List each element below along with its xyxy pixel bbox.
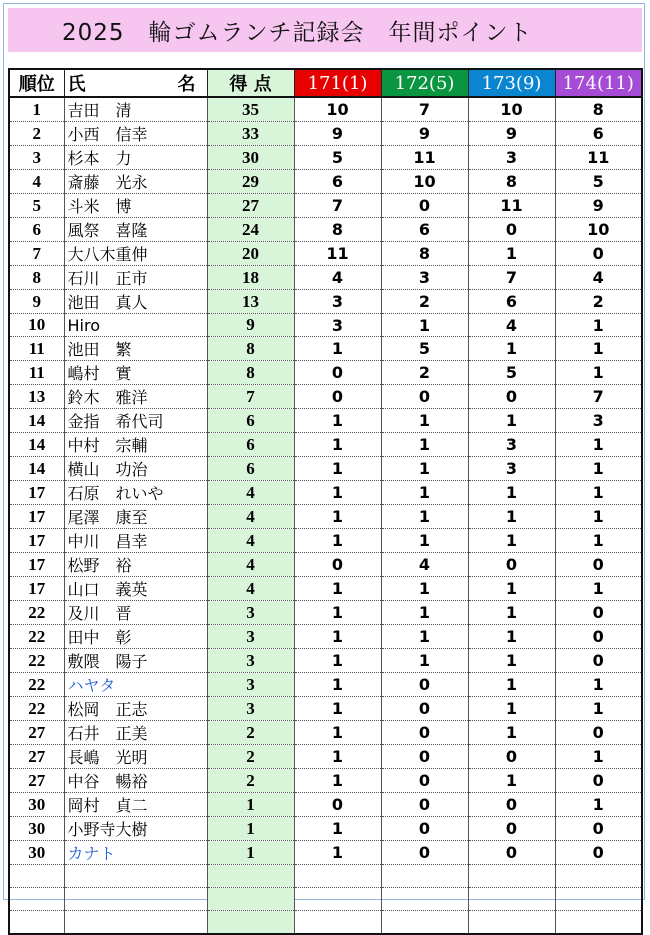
table-row bbox=[9, 577, 642, 601]
event-score-cell: 1 bbox=[381, 625, 468, 649]
event-score-cell: 6 bbox=[294, 170, 381, 194]
event-score-cell: 1 bbox=[555, 529, 642, 553]
event-score-cell: 0 bbox=[555, 721, 642, 745]
points-cell: 27 bbox=[207, 194, 294, 218]
event-score-cell: 1 bbox=[555, 673, 642, 697]
table-row bbox=[9, 529, 642, 553]
name-cell: 大八木重伸 bbox=[64, 242, 207, 266]
event-score-cell: 1 bbox=[294, 577, 381, 601]
event-score-cell: 1 bbox=[468, 697, 555, 721]
event-score-cell: 0 bbox=[468, 745, 555, 769]
name-cell: 岡村 貞二 bbox=[64, 793, 207, 817]
rank-cell: 7 bbox=[9, 242, 64, 266]
table-row bbox=[9, 361, 642, 385]
event-score-cell: 0 bbox=[381, 793, 468, 817]
event-score-cell: 1 bbox=[381, 529, 468, 553]
event-score-cell: 1 bbox=[555, 314, 642, 337]
event-score-cell: 1 bbox=[294, 769, 381, 793]
table-row bbox=[9, 242, 642, 266]
event-score-cell: 1 bbox=[381, 601, 468, 625]
table-row bbox=[9, 146, 642, 170]
event-score-cell: 1 bbox=[555, 577, 642, 601]
table-row bbox=[9, 385, 642, 409]
points-cell: 18 bbox=[207, 266, 294, 290]
points-cell: 7 bbox=[207, 385, 294, 409]
points-cell: 4 bbox=[207, 529, 294, 553]
event-score-cell bbox=[555, 911, 642, 934]
event-score-cell: 1 bbox=[468, 481, 555, 505]
header-event-174: 174(11) bbox=[555, 69, 642, 97]
event-score-cell: 6 bbox=[555, 122, 642, 146]
event-score-cell: 1 bbox=[468, 505, 555, 529]
points-cell: 6 bbox=[207, 457, 294, 481]
event-score-cell: 1 bbox=[555, 337, 642, 361]
name-cell: 中谷 暢裕 bbox=[64, 769, 207, 793]
event-score-cell: 1 bbox=[381, 409, 468, 433]
table-row bbox=[9, 865, 642, 888]
points-cell: 8 bbox=[207, 361, 294, 385]
name-cell: カナト bbox=[64, 841, 207, 865]
header-rank: 順位 bbox=[9, 69, 64, 97]
points-cell: 8 bbox=[207, 337, 294, 361]
event-score-cell: 9 bbox=[294, 122, 381, 146]
event-score-cell: 6 bbox=[381, 218, 468, 242]
event-score-cell: 0 bbox=[381, 769, 468, 793]
name-cell bbox=[64, 911, 207, 934]
points-cell: 29 bbox=[207, 170, 294, 194]
points-cell bbox=[207, 865, 294, 888]
points-cell: 9 bbox=[207, 314, 294, 337]
event-score-cell: 7 bbox=[294, 194, 381, 218]
event-score-cell: 1 bbox=[555, 505, 642, 529]
points-cell: 2 bbox=[207, 745, 294, 769]
event-score-cell: 1 bbox=[381, 481, 468, 505]
event-score-cell: 3 bbox=[468, 433, 555, 457]
event-score-cell: 3 bbox=[555, 409, 642, 433]
event-score-cell: 1 bbox=[468, 649, 555, 673]
name-cell: 小野寺大樹 bbox=[64, 817, 207, 841]
event-score-cell: 0 bbox=[381, 194, 468, 218]
rank-cell: 17 bbox=[9, 529, 64, 553]
rank-cell: 17 bbox=[9, 481, 64, 505]
points-cell: 2 bbox=[207, 721, 294, 745]
points-cell: 35 bbox=[207, 97, 294, 122]
name-cell: 松岡 正志 bbox=[64, 697, 207, 721]
points-cell: 1 bbox=[207, 793, 294, 817]
table-row bbox=[9, 194, 642, 218]
event-score-cell: 1 bbox=[468, 769, 555, 793]
event-score-cell: 0 bbox=[294, 793, 381, 817]
event-score-cell: 1 bbox=[555, 793, 642, 817]
name-cell: 尾澤 康至 bbox=[64, 505, 207, 529]
event-score-cell: 1 bbox=[555, 745, 642, 769]
name-cell: 小西 信幸 bbox=[64, 122, 207, 146]
table-row bbox=[9, 817, 642, 841]
name-cell: 斎藤 光永 bbox=[64, 170, 207, 194]
event-score-cell: 3 bbox=[381, 266, 468, 290]
table-row bbox=[9, 841, 642, 865]
points-cell: 1 bbox=[207, 841, 294, 865]
table-row bbox=[9, 170, 642, 194]
event-score-cell: 0 bbox=[468, 841, 555, 865]
name-cell: 鈴木 雅洋 bbox=[64, 385, 207, 409]
event-score-cell: 1 bbox=[468, 409, 555, 433]
event-score-cell: 1 bbox=[294, 649, 381, 673]
event-score-cell: 8 bbox=[381, 242, 468, 266]
event-score-cell: 1 bbox=[468, 577, 555, 601]
points-cell: 1 bbox=[207, 817, 294, 841]
table-row bbox=[9, 649, 642, 673]
name-cell: 杉本 力 bbox=[64, 146, 207, 170]
header-name bbox=[64, 69, 207, 97]
table-row bbox=[9, 266, 642, 290]
table-row bbox=[9, 888, 642, 911]
rank-cell: 8 bbox=[9, 266, 64, 290]
event-score-cell: 5 bbox=[468, 361, 555, 385]
event-score-cell: 1 bbox=[294, 745, 381, 769]
event-score-cell: 5 bbox=[381, 337, 468, 361]
name-cell: 吉田 清 bbox=[64, 97, 207, 122]
event-score-cell: 3 bbox=[294, 290, 381, 314]
rank-cell: 30 bbox=[9, 817, 64, 841]
event-score-cell: 0 bbox=[381, 841, 468, 865]
event-score-cell: 1 bbox=[294, 841, 381, 865]
header-row bbox=[9, 69, 642, 97]
event-score-cell: 1 bbox=[294, 433, 381, 457]
rank-cell: 22 bbox=[9, 673, 64, 697]
event-score-cell: 7 bbox=[381, 97, 468, 122]
rank-cell: 30 bbox=[9, 793, 64, 817]
table-row bbox=[9, 337, 642, 361]
event-score-cell: 9 bbox=[555, 194, 642, 218]
table-body bbox=[9, 97, 642, 934]
event-score-cell: 3 bbox=[468, 457, 555, 481]
rank-cell: 10 bbox=[9, 314, 64, 337]
points-cell bbox=[207, 911, 294, 934]
points-cell: 6 bbox=[207, 433, 294, 457]
table-row bbox=[9, 505, 642, 529]
rank-cell: 22 bbox=[9, 649, 64, 673]
table-row bbox=[9, 553, 642, 577]
event-score-cell: 10 bbox=[381, 170, 468, 194]
event-score-cell: 0 bbox=[555, 601, 642, 625]
event-score-cell: 1 bbox=[294, 409, 381, 433]
table-row bbox=[9, 97, 642, 122]
header-event-173: 173(9) bbox=[468, 69, 555, 97]
event-score-cell: 1 bbox=[468, 242, 555, 266]
name-cell: Hiro bbox=[64, 314, 207, 337]
event-score-cell: 8 bbox=[555, 97, 642, 122]
event-score-cell: 0 bbox=[468, 553, 555, 577]
event-score-cell: 1 bbox=[381, 649, 468, 673]
rank-cell: 22 bbox=[9, 697, 64, 721]
event-score-cell: 0 bbox=[555, 817, 642, 841]
event-score-cell: 1 bbox=[381, 577, 468, 601]
name-cell: 山口 義英 bbox=[64, 577, 207, 601]
name-cell: 横山 功治 bbox=[64, 457, 207, 481]
name-cell: 松野 裕 bbox=[64, 553, 207, 577]
table-row bbox=[9, 721, 642, 745]
rank-cell: 22 bbox=[9, 601, 64, 625]
rank-cell: 14 bbox=[9, 409, 64, 433]
event-score-cell: 1 bbox=[555, 457, 642, 481]
points-cell: 2 bbox=[207, 769, 294, 793]
rank-cell: 14 bbox=[9, 433, 64, 457]
rank-cell: 17 bbox=[9, 577, 64, 601]
event-score-cell: 1 bbox=[294, 481, 381, 505]
event-score-cell: 0 bbox=[468, 385, 555, 409]
event-score-cell: 1 bbox=[468, 625, 555, 649]
name-cell: 中村 宗輔 bbox=[64, 433, 207, 457]
event-score-cell bbox=[294, 865, 381, 888]
event-score-cell bbox=[468, 911, 555, 934]
rank-cell: 22 bbox=[9, 625, 64, 649]
event-score-cell bbox=[555, 865, 642, 888]
rank-cell: 3 bbox=[9, 146, 64, 170]
event-score-cell: 10 bbox=[468, 97, 555, 122]
event-score-cell: 1 bbox=[555, 361, 642, 385]
event-score-cell: 0 bbox=[468, 793, 555, 817]
event-score-cell: 7 bbox=[555, 385, 642, 409]
event-score-cell bbox=[381, 911, 468, 934]
event-score-cell: 0 bbox=[381, 385, 468, 409]
name-cell: 池田 真人 bbox=[64, 290, 207, 314]
event-score-cell: 1 bbox=[381, 314, 468, 337]
event-score-cell: 5 bbox=[555, 170, 642, 194]
points-cell: 3 bbox=[207, 625, 294, 649]
event-score-cell: 6 bbox=[468, 290, 555, 314]
event-score-cell: 2 bbox=[381, 290, 468, 314]
event-score-cell: 1 bbox=[468, 673, 555, 697]
name-cell: 中川 昌幸 bbox=[64, 529, 207, 553]
rank-cell: 11 bbox=[9, 337, 64, 361]
event-score-cell: 4 bbox=[381, 553, 468, 577]
name-cell bbox=[64, 888, 207, 911]
event-score-cell: 0 bbox=[381, 697, 468, 721]
event-score-cell: 1 bbox=[294, 721, 381, 745]
event-score-cell: 9 bbox=[381, 122, 468, 146]
name-cell: 田中 彰 bbox=[64, 625, 207, 649]
event-score-cell: 0 bbox=[381, 673, 468, 697]
points-cell: 4 bbox=[207, 553, 294, 577]
header-name-family: 氏 bbox=[67, 74, 86, 95]
rank-cell: 5 bbox=[9, 194, 64, 218]
name-cell: 池田 繁 bbox=[64, 337, 207, 361]
event-score-cell: 1 bbox=[294, 529, 381, 553]
points-cell: 33 bbox=[207, 122, 294, 146]
points-cell: 20 bbox=[207, 242, 294, 266]
event-score-cell: 1 bbox=[555, 481, 642, 505]
points-table bbox=[8, 68, 643, 935]
event-score-cell bbox=[555, 888, 642, 911]
event-score-cell: 4 bbox=[468, 314, 555, 337]
page-title: 2025 輪ゴムランチ記録会 年間ポイント bbox=[62, 19, 533, 46]
points-cell: 3 bbox=[207, 601, 294, 625]
event-score-cell: 1 bbox=[294, 697, 381, 721]
event-score-cell: 4 bbox=[294, 266, 381, 290]
table-row bbox=[9, 911, 642, 934]
event-score-cell bbox=[468, 865, 555, 888]
name-cell: 石原 れいや bbox=[64, 481, 207, 505]
name-cell: 敷隈 陽子 bbox=[64, 649, 207, 673]
event-score-cell: 0 bbox=[468, 218, 555, 242]
name-cell bbox=[64, 865, 207, 888]
event-score-cell bbox=[381, 888, 468, 911]
rank-cell: 27 bbox=[9, 769, 64, 793]
event-score-cell: 0 bbox=[555, 841, 642, 865]
event-score-cell: 0 bbox=[294, 553, 381, 577]
table-row bbox=[9, 122, 642, 146]
title-banner bbox=[8, 8, 642, 52]
rank-cell: 4 bbox=[9, 170, 64, 194]
event-score-cell: 0 bbox=[381, 745, 468, 769]
table-row bbox=[9, 793, 642, 817]
event-score-cell: 8 bbox=[294, 218, 381, 242]
event-score-cell: 0 bbox=[555, 553, 642, 577]
points-cell: 3 bbox=[207, 649, 294, 673]
name-cell: ハヤタ bbox=[64, 673, 207, 697]
name-cell: 斗米 博 bbox=[64, 194, 207, 218]
event-score-cell: 1 bbox=[294, 337, 381, 361]
event-score-cell: 10 bbox=[555, 218, 642, 242]
event-score-cell: 4 bbox=[555, 266, 642, 290]
event-score-cell: 1 bbox=[294, 625, 381, 649]
rank-cell bbox=[9, 911, 64, 934]
name-cell: 及川 晋 bbox=[64, 601, 207, 625]
event-score-cell: 1 bbox=[381, 433, 468, 457]
event-score-cell: 3 bbox=[468, 146, 555, 170]
event-score-cell: 1 bbox=[381, 505, 468, 529]
rank-cell: 14 bbox=[9, 457, 64, 481]
points-cell: 13 bbox=[207, 290, 294, 314]
rank-cell: 11 bbox=[9, 361, 64, 385]
event-score-cell: 0 bbox=[381, 817, 468, 841]
points-cell: 3 bbox=[207, 673, 294, 697]
name-cell: 長嶋 光明 bbox=[64, 745, 207, 769]
rank-cell: 17 bbox=[9, 505, 64, 529]
event-score-cell: 3 bbox=[294, 314, 381, 337]
event-score-cell: 1 bbox=[468, 529, 555, 553]
rank-cell: 17 bbox=[9, 553, 64, 577]
event-score-cell: 1 bbox=[468, 721, 555, 745]
event-score-cell: 0 bbox=[555, 242, 642, 266]
event-score-cell: 2 bbox=[381, 361, 468, 385]
rank-cell bbox=[9, 865, 64, 888]
event-score-cell: 0 bbox=[381, 721, 468, 745]
table-row bbox=[9, 745, 642, 769]
points-cell bbox=[207, 888, 294, 911]
event-score-cell: 0 bbox=[294, 361, 381, 385]
table-row bbox=[9, 769, 642, 793]
rank-cell: 6 bbox=[9, 218, 64, 242]
points-cell: 4 bbox=[207, 481, 294, 505]
rank-cell: 9 bbox=[9, 290, 64, 314]
table-row bbox=[9, 314, 642, 337]
event-score-cell: 1 bbox=[468, 601, 555, 625]
rank-cell bbox=[9, 888, 64, 911]
event-score-cell: 11 bbox=[555, 146, 642, 170]
event-score-cell bbox=[294, 888, 381, 911]
table-row bbox=[9, 673, 642, 697]
points-cell: 4 bbox=[207, 505, 294, 529]
table-row bbox=[9, 290, 642, 314]
event-score-cell: 11 bbox=[468, 194, 555, 218]
table-row bbox=[9, 433, 642, 457]
table-row bbox=[9, 409, 642, 433]
header-event-171: 171(1) bbox=[294, 69, 381, 97]
event-score-cell: 11 bbox=[381, 146, 468, 170]
event-score-cell: 1 bbox=[555, 697, 642, 721]
rank-cell: 30 bbox=[9, 841, 64, 865]
event-score-cell: 0 bbox=[555, 649, 642, 673]
points-cell: 6 bbox=[207, 409, 294, 433]
event-score-cell bbox=[294, 911, 381, 934]
event-score-cell: 1 bbox=[294, 505, 381, 529]
table-row bbox=[9, 457, 642, 481]
header-event-172: 172(5) bbox=[381, 69, 468, 97]
table-row bbox=[9, 697, 642, 721]
table-row bbox=[9, 625, 642, 649]
header-points: 得 点 bbox=[207, 69, 294, 97]
name-cell: 風祭 喜隆 bbox=[64, 218, 207, 242]
event-score-cell: 7 bbox=[468, 266, 555, 290]
rank-cell: 13 bbox=[9, 385, 64, 409]
event-score-cell: 11 bbox=[294, 242, 381, 266]
event-score-cell: 0 bbox=[468, 817, 555, 841]
event-score-cell: 8 bbox=[468, 170, 555, 194]
table-row bbox=[9, 601, 642, 625]
event-score-cell: 1 bbox=[294, 817, 381, 841]
name-cell: 嶋村 實 bbox=[64, 361, 207, 385]
rank-cell: 27 bbox=[9, 745, 64, 769]
rank-cell: 2 bbox=[9, 122, 64, 146]
event-score-cell: 0 bbox=[555, 625, 642, 649]
table-row bbox=[9, 218, 642, 242]
event-score-cell: 1 bbox=[294, 457, 381, 481]
name-cell: 金指 希代司 bbox=[64, 409, 207, 433]
points-cell: 4 bbox=[207, 577, 294, 601]
table-row bbox=[9, 481, 642, 505]
event-score-cell: 5 bbox=[294, 146, 381, 170]
event-score-cell: 1 bbox=[468, 337, 555, 361]
event-score-cell: 1 bbox=[555, 433, 642, 457]
event-score-cell: 9 bbox=[468, 122, 555, 146]
points-cell: 30 bbox=[207, 146, 294, 170]
event-score-cell: 10 bbox=[294, 97, 381, 122]
event-score-cell: 0 bbox=[555, 769, 642, 793]
event-score-cell bbox=[381, 865, 468, 888]
event-score-cell: 0 bbox=[294, 385, 381, 409]
event-score-cell: 2 bbox=[555, 290, 642, 314]
event-score-cell: 1 bbox=[294, 673, 381, 697]
header-name-given: 名 bbox=[177, 74, 196, 95]
rank-cell: 1 bbox=[9, 97, 64, 122]
rank-cell: 27 bbox=[9, 721, 64, 745]
points-cell: 24 bbox=[207, 218, 294, 242]
name-cell: 石川 正市 bbox=[64, 266, 207, 290]
points-cell: 3 bbox=[207, 697, 294, 721]
event-score-cell: 1 bbox=[294, 601, 381, 625]
event-score-cell bbox=[468, 888, 555, 911]
name-cell: 石井 正美 bbox=[64, 721, 207, 745]
event-score-cell: 1 bbox=[381, 457, 468, 481]
